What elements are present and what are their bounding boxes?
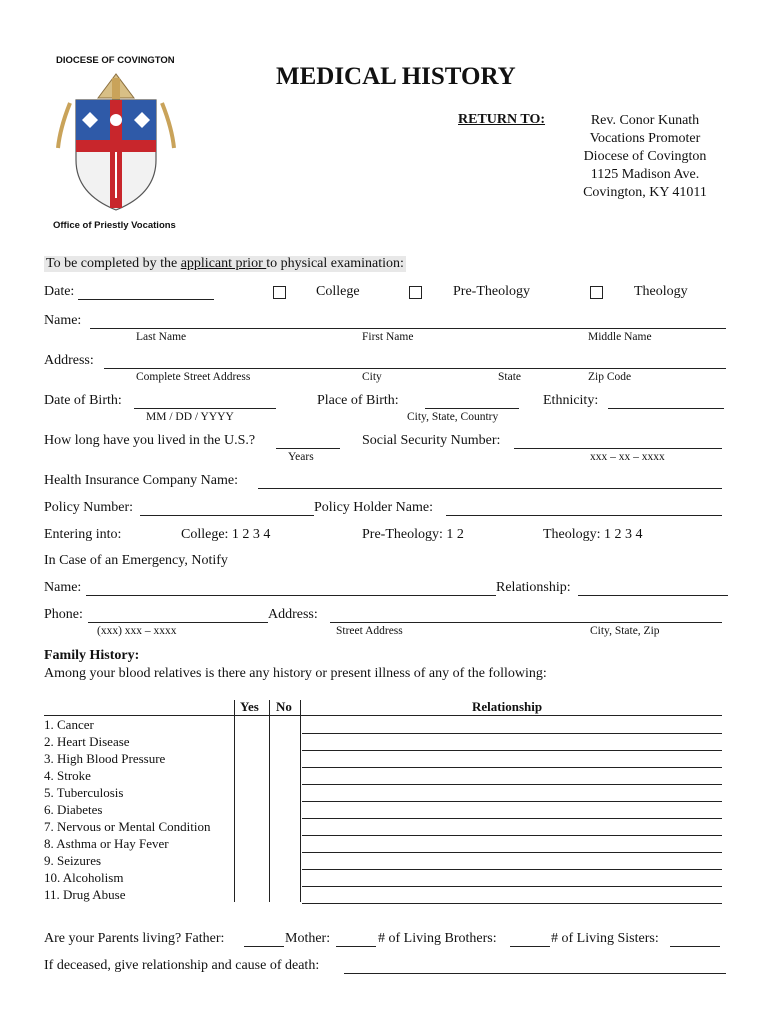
table-row: 4. Stroke <box>44 768 91 783</box>
date-field[interactable] <box>78 299 214 300</box>
table-row: 10. Alcoholism <box>44 870 124 885</box>
relationship-label: Relationship: <box>496 580 571 595</box>
deceased-field[interactable] <box>344 973 726 974</box>
policy-number-field[interactable] <box>140 515 314 516</box>
dob-field[interactable] <box>134 408 276 409</box>
theology-label: Theology <box>634 284 688 299</box>
name-label: Name: <box>44 313 82 328</box>
policy-holder-label: Policy Holder Name: <box>314 500 433 515</box>
entering-pretheology: Pre-Theology: 1 2 <box>362 527 464 542</box>
relationship-cell[interactable] <box>302 733 722 734</box>
date-label: Date: <box>44 284 75 299</box>
street-hint: Complete Street Address <box>136 371 251 383</box>
yes-column-header: Yes <box>240 699 259 714</box>
emergency-address-field[interactable] <box>330 622 722 623</box>
table-row: 9. Seizures <box>44 853 102 868</box>
table-header-rule <box>44 715 722 716</box>
relationship-cell[interactable] <box>302 750 722 751</box>
mother-field[interactable] <box>336 946 376 947</box>
insurance-label: Health Insurance Company Name: <box>44 473 238 488</box>
intro-text <box>44 256 406 272</box>
emergency-phone-label: Phone: <box>44 607 83 622</box>
phone-hint: (xxx) xxx – xxxx <box>97 625 177 637</box>
no-cell[interactable] <box>271 819 299 836</box>
insurance-field[interactable] <box>258 488 722 489</box>
table-divider <box>300 700 301 902</box>
yes-cell[interactable] <box>236 870 268 887</box>
ssn-label: Social Security Number: <box>362 433 501 448</box>
entering-theology: Theology: 1 2 3 4 <box>543 527 643 542</box>
pretheology-checkbox[interactable] <box>409 286 422 299</box>
table-row: 1. Cancer <box>44 717 94 732</box>
entering-label: Entering into: <box>44 527 122 542</box>
return-to-label: RETURN TO: <box>458 112 546 127</box>
no-cell[interactable] <box>271 751 299 768</box>
years-hint: Years <box>288 451 314 463</box>
logo-bottom-text: Office of Priestly Vocations <box>53 220 176 231</box>
return-address <box>570 112 720 202</box>
deceased-label: If deceased, give relationship and cause of death: <box>44 958 320 973</box>
pretheology-label: Pre-Theology <box>453 284 530 299</box>
table-divider <box>234 700 235 902</box>
return-line: Vocations Promoter <box>589 131 701 146</box>
relationship-cell[interactable] <box>302 801 722 802</box>
sisters-field[interactable] <box>670 946 720 947</box>
no-cell[interactable] <box>271 768 299 785</box>
yes-cell[interactable] <box>236 785 268 802</box>
relationship-field[interactable] <box>578 595 728 596</box>
mother-label: Mother: <box>285 931 331 946</box>
address-label: Address: <box>44 353 94 368</box>
relationship-cell[interactable] <box>302 852 722 853</box>
relationship-cell[interactable] <box>302 886 722 887</box>
intro-after: to physical examination: <box>266 256 404 271</box>
table-divider <box>269 700 270 902</box>
college-label: College <box>316 284 360 299</box>
return-line: Covington, KY 41011 <box>583 185 707 200</box>
brothers-label: # of Living Brothers: <box>378 931 497 946</box>
no-cell[interactable] <box>271 734 299 751</box>
city-hint: City <box>362 371 382 383</box>
relationship-cell[interactable] <box>302 818 722 819</box>
policy-number-label: Policy Number: <box>44 500 134 515</box>
table-row: 2. Heart Disease <box>44 734 130 749</box>
ssn-field[interactable] <box>514 448 722 449</box>
emergency-heading: In Case of an Emergency, Notify <box>44 553 228 568</box>
dob-hint: MM / DD / YYYY <box>146 411 234 423</box>
no-cell[interactable] <box>271 836 299 853</box>
pob-field[interactable] <box>425 408 519 409</box>
diocese-logo <box>50 52 182 234</box>
table-row: 8. Asthma or Hay Fever <box>44 836 169 851</box>
relationship-cell[interactable] <box>302 784 722 785</box>
dob-label: Date of Birth: <box>44 393 122 408</box>
relationship-cell[interactable] <box>302 767 722 768</box>
no-cell[interactable] <box>271 870 299 887</box>
yes-cell[interactable] <box>236 819 268 836</box>
us-time-label: How long have you lived in the U.S.? <box>44 433 256 448</box>
table-row: 11. Drug Abuse <box>44 887 126 902</box>
no-cell[interactable] <box>271 717 299 734</box>
ethnicity-label: Ethnicity: <box>543 393 599 408</box>
intro-before: To be completed by the <box>46 256 181 271</box>
middle-name-hint: Middle Name <box>588 331 652 343</box>
emergency-phone-field[interactable] <box>88 622 268 623</box>
intro-underlined: applicant prior <box>180 256 267 271</box>
ssn-hint: xxx – xx – xxxx <box>590 451 665 463</box>
table-row: 3. High Blood Pressure <box>44 751 166 766</box>
coat-of-arms-icon <box>50 68 182 218</box>
parents-question: Are your Parents living? Father: <box>44 931 225 946</box>
page-title: MEDICAL HISTORY <box>276 63 516 90</box>
last-name-hint: Last Name <box>136 331 187 343</box>
relationship-cell[interactable] <box>302 869 722 870</box>
emergency-name-label: Name: <box>44 580 82 595</box>
yes-cell[interactable] <box>236 853 268 870</box>
zip-hint: Zip Code <box>588 371 632 383</box>
emergency-name-field[interactable] <box>86 595 496 596</box>
yes-cell[interactable] <box>236 768 268 785</box>
logo-top-text: DIOCESE OF COVINGTON <box>56 55 175 66</box>
theology-checkbox[interactable] <box>590 286 603 299</box>
college-checkbox[interactable] <box>273 286 286 299</box>
family-history-question: Among your blood relatives is there any history or present illness of any of the following: <box>44 666 547 681</box>
table-row: 5. Tuberculosis <box>44 785 124 800</box>
return-line: 1125 Madison Ave. <box>590 167 700 182</box>
first-name-hint: First Name <box>362 331 414 343</box>
no-column-header: No <box>276 699 292 714</box>
yes-cell[interactable] <box>236 734 268 751</box>
pob-label: Place of Birth: <box>317 393 399 408</box>
relationship-cell[interactable] <box>302 903 722 904</box>
name-field[interactable] <box>90 328 726 329</box>
father-field[interactable] <box>244 946 284 947</box>
pob-hint: City, State, Country <box>407 411 499 423</box>
relationship-column-header: Relationship <box>472 699 543 714</box>
ethnicity-field[interactable] <box>608 408 724 409</box>
relationship-cell[interactable] <box>302 835 722 836</box>
sisters-label: # of Living Sisters: <box>551 931 659 946</box>
table-row: 6. Diabetes <box>44 802 103 817</box>
no-cell[interactable] <box>271 853 299 870</box>
us-time-field[interactable] <box>276 448 340 449</box>
no-cell[interactable] <box>271 887 299 904</box>
yes-cell[interactable] <box>236 751 268 768</box>
entering-college: College: 1 2 3 4 <box>181 527 271 542</box>
yes-cell[interactable] <box>236 717 268 734</box>
policy-holder-field[interactable] <box>446 515 722 516</box>
state-hint: State <box>498 371 521 383</box>
return-line: Rev. Conor Kunath <box>590 113 700 128</box>
city-state-zip-hint: City, State, Zip <box>590 625 660 637</box>
emergency-address-label: Address: <box>268 607 318 622</box>
yes-cell[interactable] <box>236 887 268 904</box>
no-cell[interactable] <box>271 785 299 802</box>
address-field[interactable] <box>104 368 726 369</box>
return-line: Diocese of Covington <box>583 149 707 164</box>
yes-cell[interactable] <box>236 836 268 853</box>
no-cell[interactable] <box>271 802 299 819</box>
street-address-hint: Street Address <box>336 625 403 637</box>
brothers-field[interactable] <box>510 946 550 947</box>
table-row: 7. Nervous or Mental Condition <box>44 819 211 834</box>
family-history-heading: Family History: <box>44 648 140 663</box>
yes-cell[interactable] <box>236 802 268 819</box>
